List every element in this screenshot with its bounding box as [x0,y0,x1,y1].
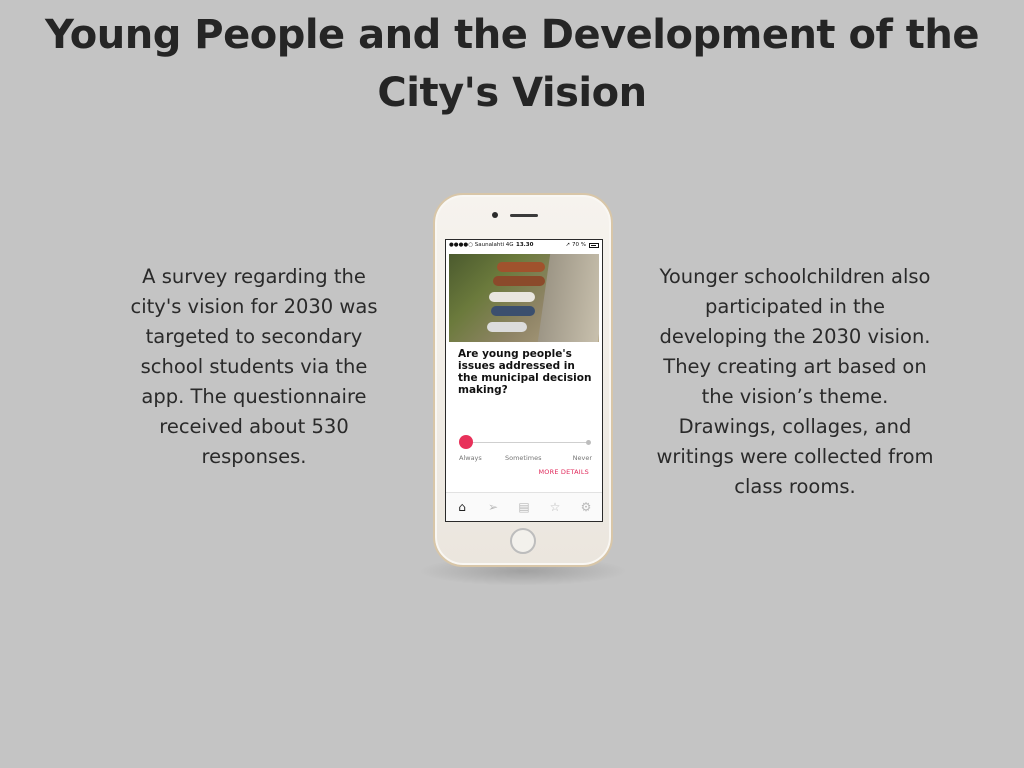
phone-screen [445,239,603,522]
phone-camera [492,212,498,218]
right-description [652,262,938,502]
star-icon[interactable]: ☆ [549,500,561,514]
question-card[interactable] [449,254,599,490]
answer-slider-knob[interactable] [459,435,473,449]
slider-label-never: Never [572,454,592,462]
right-paragraph-1: Younger schoolchildren also participated in the developing the 2030 vision. [659,265,931,348]
home-icon[interactable]: ⌂ [458,500,466,514]
status-bar [446,240,602,251]
right-paragraph-2: They creating art based on the vision’s theme. Drawings, collages, and writings were collected from class rooms. [656,355,934,498]
slider-label-always: Always [459,454,482,462]
slider-label-sometimes: Sometimes [505,454,542,462]
settings-gear-icon[interactable]: ⚙ [580,500,592,514]
news-icon[interactable]: ▤ [518,500,530,514]
phone-speaker [510,214,538,217]
carrier-label: ●●●●○ Saunalahti 4G [449,242,514,248]
status-time: 13.30 [516,242,534,248]
tab-bar [446,492,602,521]
left-description: A survey regarding the city's vision for 2030 was targeted to secondary school students via the app. The questionnaire received about 530 responses. [130,265,378,468]
survey-question: Are young people's issues addressed in the municipal decision making? [458,348,592,396]
phone-mockup [433,193,613,567]
page-title: Young People and the Development of the City's Vision [44,12,979,116]
more-details-link[interactable]: MORE DETAILS [538,468,589,476]
card-photo [449,254,599,342]
battery-icon [589,243,599,248]
answer-slider-track[interactable] [463,442,589,443]
slider-end-dot [586,440,591,445]
phone-home-button[interactable] [510,528,536,554]
location-arrow-icon[interactable]: ➢ [487,500,499,514]
battery-label: ➚ 70 % [565,242,586,248]
